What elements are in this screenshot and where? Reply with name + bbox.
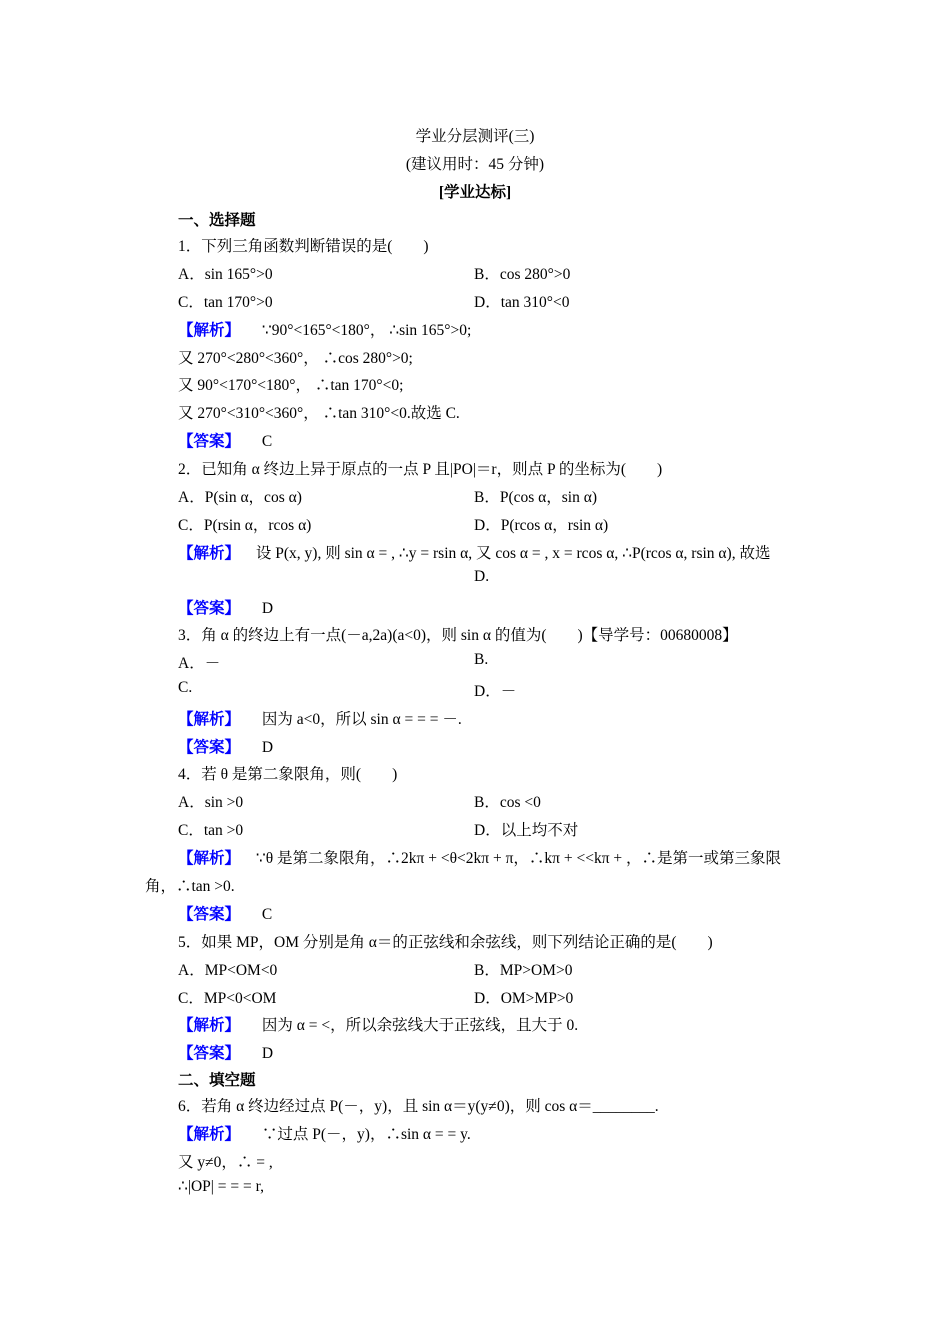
q5-stem: 5．如果 MP，OM 分别是角 α＝的正弦线和余弦线，则下列结论正确的是( ) (178, 934, 713, 951)
q1-solution-line1: 【解析】 ∵90°<165°<180°， ∴sin 165°>0; (178, 322, 472, 339)
q2-option-d: D．P(rcos α，rsin α) (474, 517, 609, 534)
q3-option-d: D．－ (474, 683, 517, 700)
solution-label: 【解析】 (178, 322, 241, 339)
section-fill-heading: 二、填空题 (178, 1072, 256, 1089)
q3-stem: 3．角 α 的终边上有一点(－a,2a)(a<0)，则 sin α 的值为( )【导学号：00680008】 (178, 627, 738, 644)
q2-answer: 【答案】 D (178, 600, 274, 617)
q2-option-c: C．P(rsin α，rcos α) (178, 517, 312, 534)
q5-option-c: C．MP<0<OM (178, 990, 277, 1007)
level-heading: [学业达标] (438, 184, 512, 201)
q4-answer: 【答案】 C (178, 906, 273, 923)
q6-stem: 6．若角 α 终边经过点 P(－，y)，且 sin α＝y(y≠0)，则 cos α＝________. (178, 1098, 659, 1115)
answer-label: 【答案】 (178, 600, 241, 617)
q1-option-a: A．sin 165°>0 (178, 266, 273, 283)
q5-option-d: D．OM>MP>0 (474, 990, 574, 1007)
answer-label: 【答案】 (178, 1045, 241, 1062)
q1-answer: 【答案】 C (178, 433, 273, 450)
q1-solution-line2: 又 270°<280°<360°， ∴cos 280°>0; (178, 350, 413, 367)
q2-solution-line1: 【解析】 设 P(x, y), 则 sin α = , ∴y = rsin α, 又 cos α = , x = rcos α, ∴P(rcos α, rsin α), 故选 (178, 545, 771, 562)
q4-solution-line2: 角，∴tan >0. (145, 878, 235, 895)
q3-answer: 【答案】 D (178, 739, 274, 756)
q1-solution-line4: 又 270°<310°<360°， ∴tan 310°<0.故选 C. (178, 405, 460, 422)
q2-stem: 2．已知角 α 终边上异于原点的一点 P 且|PO|＝r，则点 P 的坐标为( ) (178, 461, 663, 478)
q4-option-c: C．tan >0 (178, 822, 244, 839)
q1-option-d: D．tan 310°<0 (474, 294, 570, 311)
section-choice-heading: 一、选择题 (178, 212, 256, 229)
solution-label: 【解析】 (178, 1126, 241, 1143)
solution-label: 【解析】 (178, 850, 241, 867)
q1-option-c: C．tan 170°>0 (178, 294, 273, 311)
q2-solution-line2: D. (474, 568, 490, 585)
q4-option-b: B．cos <0 (474, 794, 541, 811)
q6-solution-line2: 又 y≠0，∴ = , (178, 1154, 273, 1171)
solution-label: 【解析】 (178, 711, 241, 728)
page-title: 学业分层测评(三) (415, 128, 535, 145)
q3-option-b: B. (474, 651, 489, 668)
suggested-time: (建议用时：45 分钟) (405, 156, 545, 173)
answer-label: 【答案】 (178, 739, 241, 756)
q5-option-a: A．MP<OM<0 (178, 962, 278, 979)
q3-option-c: C. (178, 679, 193, 696)
answer-label: 【答案】 (178, 433, 241, 450)
answer-label: 【答案】 (178, 906, 241, 923)
q4-solution-line1: 【解析】 ∵θ 是第二象限角，∴2kπ + <θ<2kπ + π，∴kπ + <<kπ + ，∴是第一或第三象限 (178, 850, 782, 867)
q1-solution-line3: 又 90°<170°<180°， ∴tan 170°<0; (178, 377, 404, 394)
q3-option-a: A．－ (178, 655, 221, 672)
q5-option-b: B．MP>OM>0 (474, 962, 573, 979)
q6-solution-line1: 【解析】 ∵过点 P(－，y)，∴sin α = = y. (178, 1126, 471, 1143)
q1-option-b: B．cos 280°>0 (474, 266, 571, 283)
q3-solution: 【解析】 因为 a<0，所以 sin α = = = －. (178, 711, 462, 728)
solution-label: 【解析】 (178, 545, 241, 562)
q1-stem: 1．下列三角函数判断错误的是( ) (178, 238, 429, 255)
q2-option-a: A．P(sin α，cos α) (178, 489, 302, 506)
q5-solution: 【解析】 因为 α = <，所以余弦线大于正弦线，且大于 0. (178, 1017, 579, 1034)
q6-solution-line3: ∴|OP| = = = r, (178, 1178, 265, 1195)
q4-option-a: A．sin >0 (178, 794, 244, 811)
q5-answer: 【答案】 D (178, 1045, 274, 1062)
solution-label: 【解析】 (178, 1017, 241, 1034)
q2-option-b: B．P(cos α，sin α) (474, 489, 598, 506)
q4-option-d: D．以上均不对 (474, 822, 579, 839)
q4-stem: 4．若 θ 是第二象限角，则( ) (178, 766, 398, 783)
